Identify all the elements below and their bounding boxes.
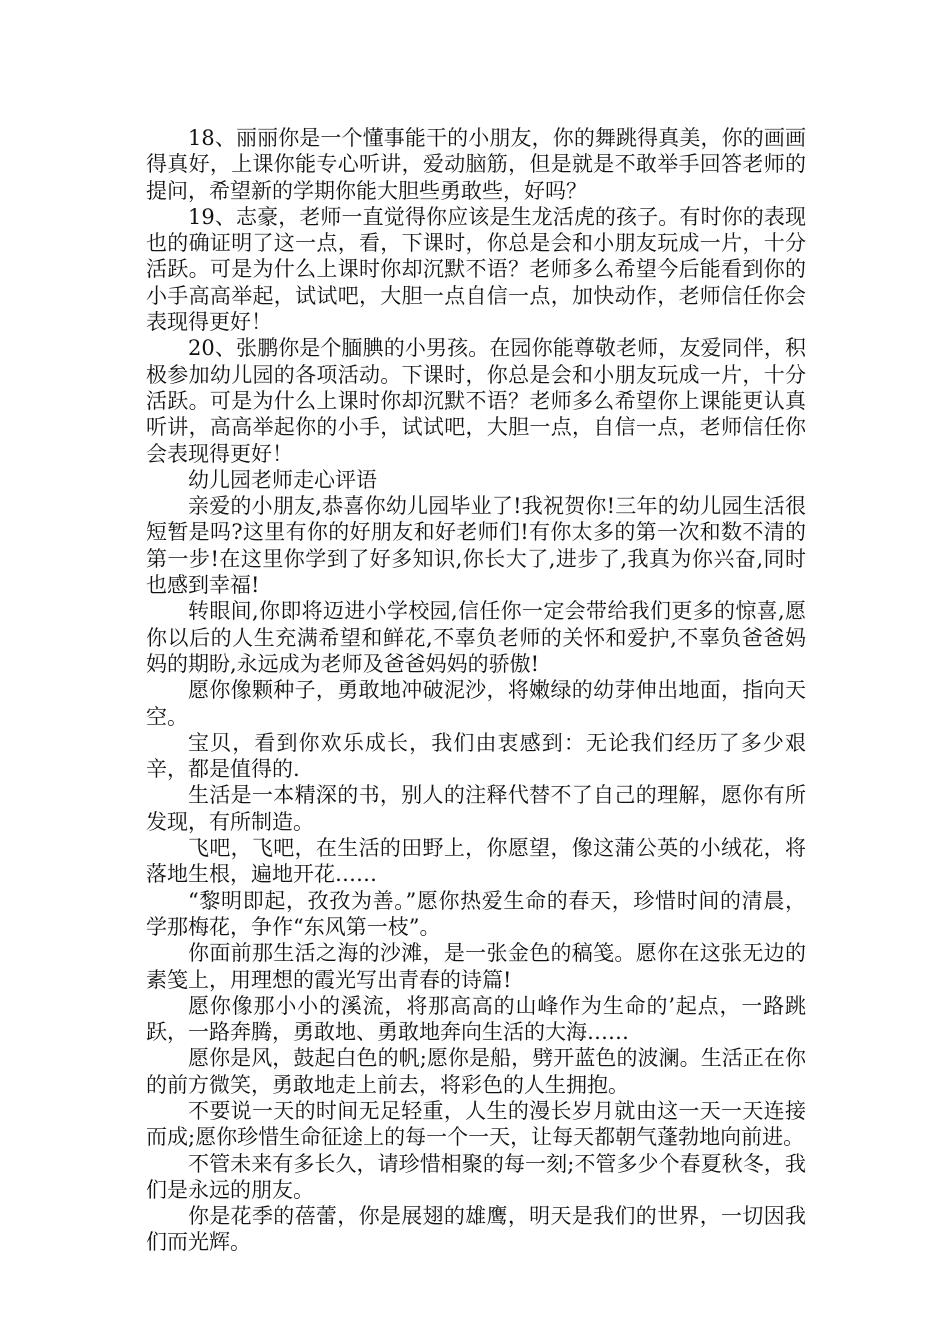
- paragraph-sea-beach: 你面前那生活之海的沙滩，是一张金色的稿笺。愿你在这张无边的素笺上，用理想的霞光写出青春的诗篇!: [146, 941, 806, 992]
- paragraph-bud: 你是花季的蓓蕾，你是展翅的雄鹰，明天是我们的世界，一切因我们而光辉。: [146, 1204, 806, 1255]
- paragraph-life-book: 生活是一本精深的书，别人的注释代替不了自己的理解，愿你有所发现，有所制造。: [146, 783, 806, 834]
- paragraph-congratulations: 亲爱的小朋友,恭喜你幼儿园毕业了!我祝贺你!三年的幼儿园生活很短暂是吗?这里有你的好朋友和好老师们!有你太多的第一次和数不清的第一步!在这里你学到了好多知识,你长大了,进步了,我真为你兴奋,同时也感到幸福!: [146, 494, 806, 598]
- paragraph-friends: 不管未来有多长久，请珍惜相聚的每一刻;不管多少个春夏秋冬，我们是永远的朋友。: [146, 1151, 806, 1202]
- paragraph-dawn: “黎明即起，孜孜为善。”愿你热爱生命的春天，珍惜时间的清晨，学那梅花，争作“东风第一枝”。: [146, 888, 806, 939]
- paragraph-20: 20、张鹏你是个腼腆的小男孩。在园你能尊敬老师，友爱同伴，积极参加幼儿园的各项活动。下课时，你总是会和小朋友玩成一片，十分活跃。可是为什么上课时你却沉默不语？老师多么希望你上课能更认真听讲，高高举起你的小手，试试吧，大胆一点，自信一点，老师信任你会表现得更好！: [146, 336, 806, 466]
- paragraph-fly: 飞吧，飞吧，在生活的田野上，你愿望，像这蒲公英的小绒花，将落地生根，遍地开花……: [146, 836, 806, 887]
- paragraph-wind-boat: 愿你是风，鼓起白色的帆;愿你是船，劈开蓝色的波澜。生活正在你的前方微笑，勇敢地走上前去，将彩色的人生拥抱。: [146, 1046, 806, 1097]
- document-page: [146, 125, 806, 1256]
- paragraph-one-day: 不要说一天的时间无足轻重，人生的漫长岁月就由这一天一天连接而成;愿你珍惜生命征途上的每一个一天，让每天都朝气蓬勃地向前进。: [146, 1098, 806, 1150]
- paragraph-18: 18、丽丽你是一个懂事能干的小朋友，你的舞跳得真美，你的画画得真好，上课你能专心听讲，爱动脑筋，但是就是不敢举手回答老师的提问，希望新的学期你能大胆些勇敢些，好吗？: [146, 126, 806, 203]
- paragraph-primary-school: 转眼间,你即将迈进小学校园,信任你一定会带给我们更多的惊喜,愿你以后的人生充满希望和鲜花,不辜负老师的关怀和爱护,不辜负爸爸妈妈的期盼,永远成为老师及爸爸妈妈的骄傲!: [146, 599, 806, 676]
- paragraph-seed: 愿你像颗种子，勇敢地冲破泥沙，将嫩绿的幼芽伸出地面，指向天空。: [146, 678, 806, 729]
- paragraph-stream: 愿你像那小小的溪流，将那高高的山峰作为生命的’起点，一路跳跃，一路奔腾，勇敢地、勇敢地奔向生活的大海……: [146, 993, 806, 1045]
- paragraph-19: 19、志豪，老师一直觉得你应该是生龙活虎的孩子。有时你的表现也的确证明了这一点，看，下课时，你总是会和小朋友玩成一片，十分活跃。可是为什么上课时你却沉默不语？老师多么希望今后能看到你的小手高高举起，试试吧，大胆一点自信一点，加快动作，老师信任你会表现得更好！: [146, 204, 806, 335]
- paragraph-baby: 宝贝，看到你欢乐成长，我们由衷感到：无论我们经历了多少艰辛，都是值得的.: [146, 730, 806, 782]
- section-heading: 幼儿园老师走心评语: [188, 467, 377, 492]
